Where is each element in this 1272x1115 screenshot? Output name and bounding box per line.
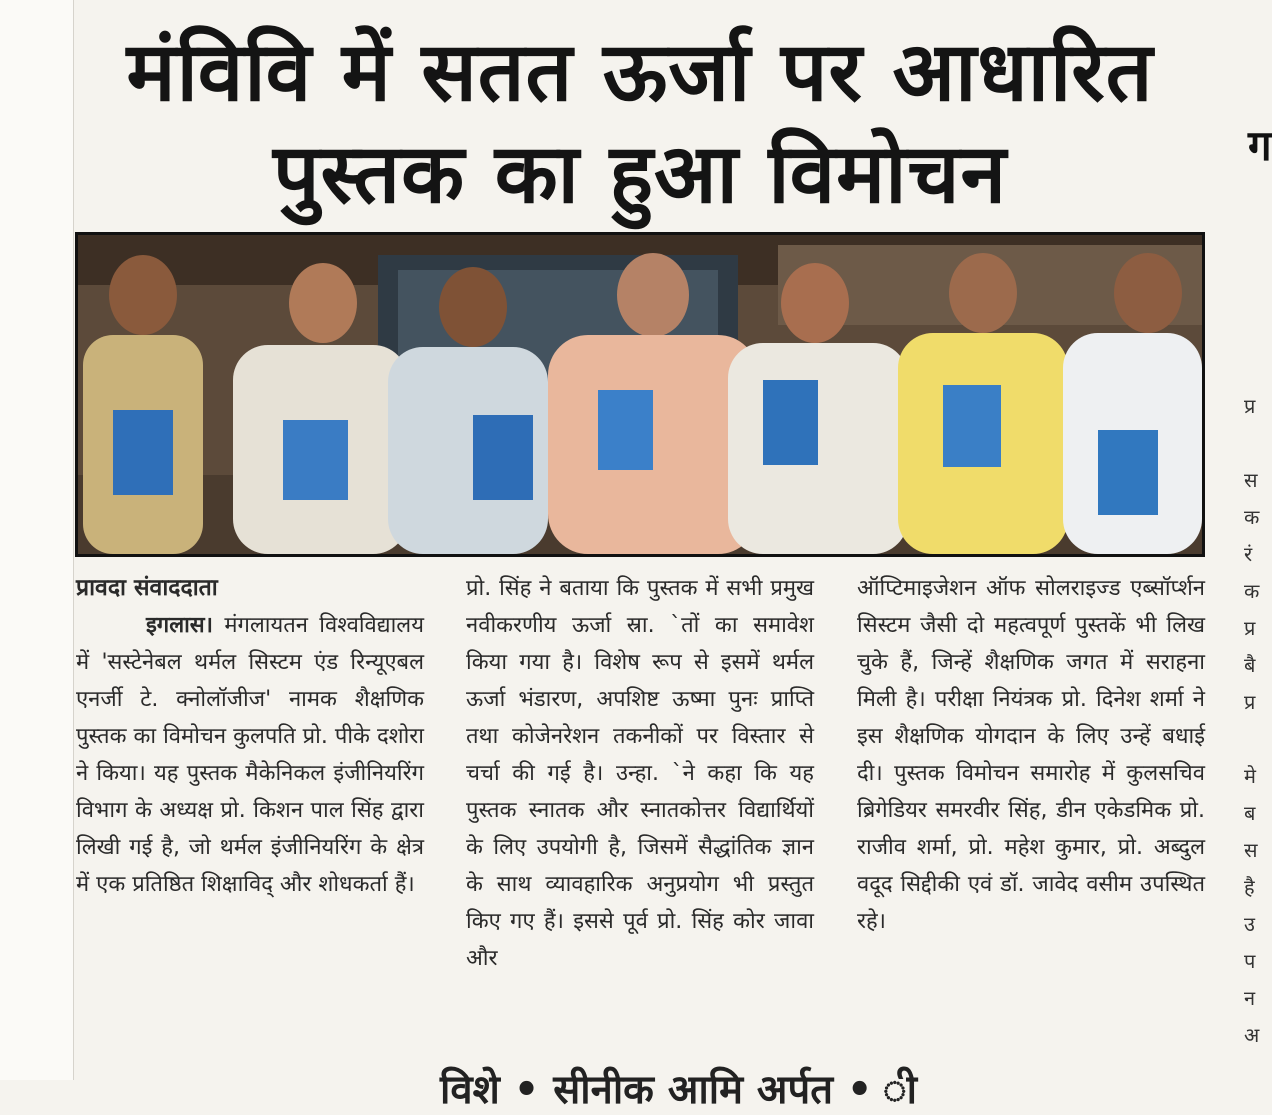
dateline-place: इगलास। (146, 613, 214, 638)
byline: प्रावदा संवाददाता (76, 575, 218, 601)
adjacent-text-fragment: प्र (1244, 616, 1256, 640)
adjacent-text-fragment: उ (1244, 912, 1255, 936)
adjacent-text-fragment: प्र (1244, 394, 1256, 418)
column-2-text: प्रो. सिंह ने बताया कि पुस्तक में सभी प्रमुख नवीकरणीय ऊर्जा स्रा. `तों का समावेश किया गया है। विशेष रूप से इसमें थर्मल ऊर्जा भंडारण, अपशिष्ट ऊष्मा पुनः प्राप्ति तथा कोजेनरेशन तकनीकों पर विस्तार से चर्चा की गई है। उन्हा. `ने कहा कि यह पुस्तक स्नातक और स्नातकोत्तर विद्यार्थियों के लिए उपयोगी है, जिसमें सैद्धांतिक ज्ञान के साथ व्यावहारिक अनुप्रयोग भी प्रस्तुत किए गए हैं। इससे पूर्व प्रो. सिंह कोर जावा और (466, 576, 814, 971)
headline (80, 22, 1200, 226)
column-1-text: मंगलायतन विश्वविद्यालय में 'सस्टेनेबल थर्मल सिस्टम एंड रिन्यूएबल एनर्जी टे. क्नोलॉजीज' नामक शैक्षणिक पुस्तक का विमोचन कुलपति प्रो. पीके दशोरा ने किया। यह पुस्तक मैकेनिकल इंजीनियरिंग विभाग के अध्यक्ष प्रो. किशन पाल सिंह द्वारा लिखी गई है, जो थर्मल इंजीनियरिंग के क्षेत्र में एक प्रतिष्ठित शिक्षाविद् और शोधकर्ता हैं। (76, 613, 424, 897)
adjacent-text-fragment: है (1244, 875, 1255, 899)
article-column-1 (76, 570, 424, 903)
adjacent-text-fragment: प (1244, 949, 1256, 973)
adjacent-text-fragment: रं (1244, 542, 1253, 566)
adjacent-text-fragment: क (1244, 579, 1260, 603)
adjacent-text-fragment: मे (1244, 764, 1256, 788)
adjacent-headline-fragment: ग (1248, 121, 1272, 170)
adjacent-text-fragment: न (1244, 986, 1256, 1010)
adjacent-article-strip (1212, 0, 1272, 1080)
group-photo-illustration (78, 235, 1202, 554)
adjacent-text-fragment: स (1244, 468, 1258, 492)
adjacent-text-fragment: प्र (1244, 690, 1256, 714)
left-page-gutter (0, 0, 74, 1080)
adjacent-text-fragment: ब (1244, 801, 1256, 825)
headline-line-2: पुस्तक का हुआ विमोचन (272, 127, 1008, 222)
adjacent-text-fragment: अ (1244, 1023, 1260, 1047)
article-column-3 (857, 570, 1205, 940)
adjacent-text-fragment: क (1244, 505, 1260, 529)
article-column-2 (466, 570, 814, 977)
adjacent-text-fragment: बै (1244, 653, 1256, 677)
headline-line-1: मंविवि में सतत ऊर्जा पर आधारित (126, 25, 1154, 120)
next-headline-fragment: विशे • सीनीक आमि अर्पत • ी (440, 1067, 918, 1113)
column-3-text: ऑप्टिमाइजेशन ऑफ सोलराइज्ड एब्सॉर्प्शन सिस्टम जैसी दो महत्वपूर्ण पुस्तकें भी लिख चुके हैं, जिन्हें शैक्षणिक जगत में सराहना मिली है। परीक्षा नियंत्रक प्रो. दिनेश शर्मा ने इस शैक्षणिक योगदान के लिए उन्हें बधाई दी। पुस्तक विमोचन समारोह में कुलसचिव ब्रिगेडियर समरवीर सिंह, डीन एकेडमिक प्रो. राजीव शर्मा, प्रो. महेश कुमार, प्रो. अब्दुल वदूद सिद्दीकी एवं डॉ. जावेद वसीम उपस्थित रहे। (857, 576, 1205, 934)
news-photo (75, 232, 1205, 557)
adjacent-text-fragment: स (1244, 838, 1258, 862)
